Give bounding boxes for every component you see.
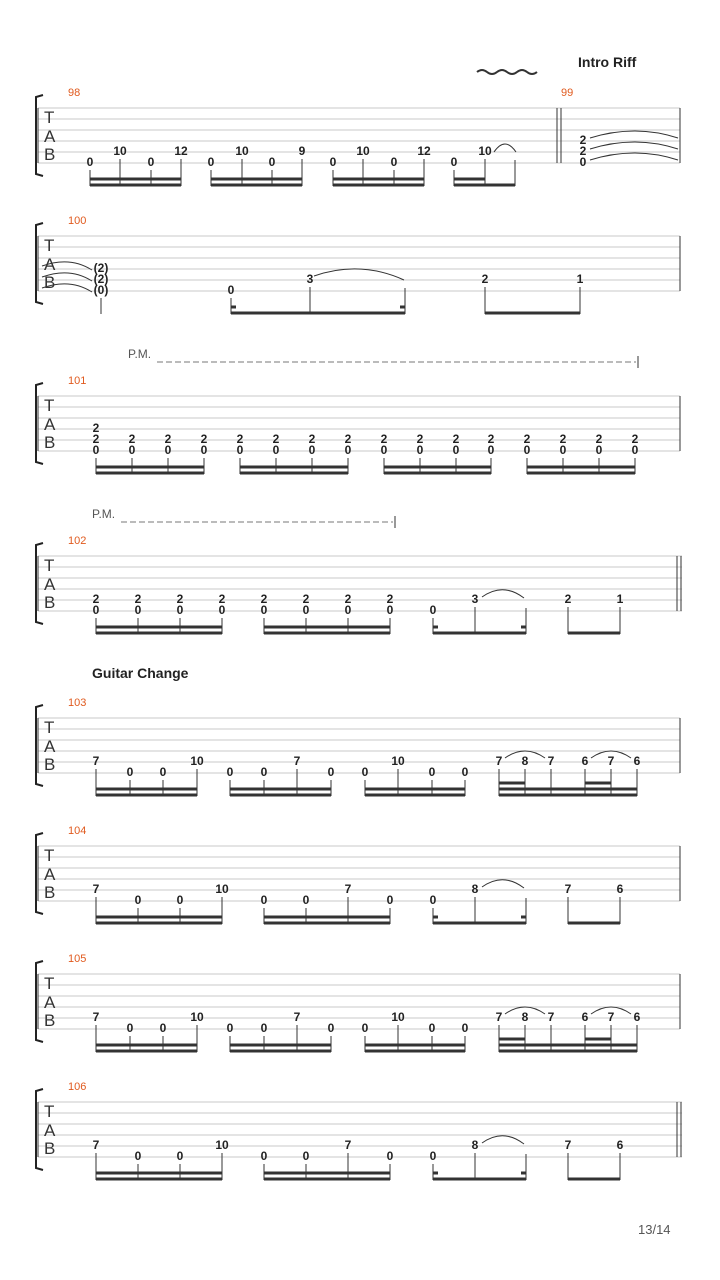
fret-number: 0 [134, 893, 142, 907]
fret-number: 0 [429, 603, 437, 617]
fret-number: 7 [92, 1010, 100, 1024]
fret-number: 6 [616, 882, 624, 896]
fret-number: 7 [92, 754, 100, 768]
fret-number: 0 [428, 1021, 436, 1035]
fret-number: 0 [461, 765, 469, 779]
fret-numbers [93, 754, 641, 779]
system-4 [36, 507, 682, 634]
fret-number: 0 [200, 443, 208, 457]
fret-number: 7 [547, 1010, 555, 1024]
fret-number: 0 [92, 603, 100, 617]
fret-number: 7 [344, 882, 352, 896]
fret-number: (0) [93, 283, 109, 297]
fret-number: 2 [564, 592, 572, 606]
fret-number: 0 [523, 443, 531, 457]
system-brace [36, 1089, 43, 1170]
fret-number: 2 [344, 432, 352, 446]
fret-number: 7 [92, 882, 100, 896]
fret-number: 0 [176, 893, 184, 907]
fret-number: 2 [595, 432, 603, 446]
fret-number: 8 [521, 1010, 529, 1024]
fret-number: 2 [164, 432, 172, 446]
page-number: 13/14 [638, 1222, 671, 1237]
fret-number: 7 [495, 1010, 503, 1024]
fret-number: 0 [344, 603, 352, 617]
tab-letter-b: B [44, 1139, 56, 1158]
tab-letter-t: T [44, 718, 55, 737]
system-brace [36, 705, 43, 786]
fret-number: 0 [452, 443, 460, 457]
fret-number: 0 [380, 443, 388, 457]
fret-number: 2 [452, 432, 460, 446]
rhythm-stems [96, 458, 635, 474]
fret-number: 8 [471, 1138, 479, 1152]
fret-number: 2 [272, 432, 280, 446]
fret-number: 0 [159, 1021, 167, 1035]
tab-letter-a: A [44, 1121, 56, 1140]
palm-mute-label: P.M. [92, 507, 116, 521]
fret-number: 0 [260, 1021, 268, 1035]
measure-number: 99 [561, 87, 574, 99]
fret-number: 2 [260, 592, 268, 606]
fret-number: 2 [128, 432, 136, 446]
fret-number: 2 [416, 432, 424, 446]
fret-number: 0 [595, 443, 603, 457]
fret-number: 0 [327, 1021, 335, 1035]
tab-letter-b: B [44, 755, 56, 774]
fret-number: (2) [93, 261, 109, 275]
fret-numbers [93, 1010, 641, 1035]
fret-number: 0 [207, 155, 215, 169]
system-brace [36, 383, 43, 464]
fret-number: 0 [428, 765, 436, 779]
fret-number: 10 [391, 754, 405, 768]
measure-number: 100 [68, 215, 87, 227]
fret-number: 0 [429, 1149, 437, 1163]
fret-number: 2 [523, 432, 531, 446]
fret-number: 9 [298, 144, 306, 158]
fret-number: 0 [92, 443, 100, 457]
fret-number: 0 [386, 1149, 394, 1163]
measure-number: 103 [68, 697, 87, 709]
fret-number: 2 [631, 432, 639, 446]
fret-number: 2 [380, 432, 388, 446]
fret-number: 0 [344, 443, 352, 457]
tab-letter-a: A [44, 127, 56, 146]
tab-letter-a: A [44, 993, 56, 1012]
fret-number: 10 [356, 144, 370, 158]
fret-number: 8 [521, 754, 529, 768]
fret-number: 0 [134, 603, 142, 617]
fret-number: 0 [487, 443, 495, 457]
fret-number: 0 [218, 603, 226, 617]
fret-number: 0 [226, 765, 234, 779]
fret-number: 0 [260, 603, 268, 617]
fret-number: 7 [293, 754, 301, 768]
system-1 [36, 54, 680, 186]
ties [482, 880, 524, 888]
fret-number: 1 [616, 592, 624, 606]
fret-number: 10 [190, 754, 204, 768]
tab-letter-b: B [44, 593, 56, 612]
fret-number: 0 [236, 443, 244, 457]
tab-letter-t: T [44, 974, 55, 993]
fret-number: 10 [113, 144, 127, 158]
fret-number: 10 [190, 1010, 204, 1024]
fret-number: 0 [361, 765, 369, 779]
section-label-intro-riff: Intro Riff [578, 54, 637, 70]
fret-number: 0 [302, 1149, 310, 1163]
system-6 [36, 825, 680, 924]
fret-number: 0 [390, 155, 398, 169]
fret-number: 6 [633, 754, 641, 768]
fret-number: 1 [576, 272, 584, 286]
measure-number: 101 [68, 375, 87, 387]
measure-number: 98 [68, 87, 81, 99]
fret-number: 10 [478, 144, 492, 158]
fret-number: 7 [92, 1138, 100, 1152]
fret-number: 6 [581, 754, 589, 768]
tab-letter-a: A [44, 865, 56, 884]
fret-number: 2 [134, 592, 142, 606]
fret-number: 7 [495, 754, 503, 768]
ties [482, 590, 524, 598]
fret-numbers [93, 592, 624, 617]
fret-number: 2 [176, 592, 184, 606]
fret-number: 6 [616, 1138, 624, 1152]
tab-letter-t: T [44, 236, 55, 255]
fret-number: 0 [386, 893, 394, 907]
tab-letter-t: T [44, 556, 55, 575]
fret-number: 7 [607, 754, 615, 768]
fret-number: 0 [176, 1149, 184, 1163]
fret-number: 0 [461, 1021, 469, 1035]
fret-number: 10 [391, 1010, 405, 1024]
fret-number: 0 [159, 765, 167, 779]
fret-number: 0 [361, 1021, 369, 1035]
fret-number: 0 [226, 1021, 234, 1035]
tab-letter-b: B [44, 1011, 56, 1030]
tab-letter-a: A [44, 737, 56, 756]
tab-letter-b: B [44, 433, 56, 452]
fret-number: 0 [126, 765, 134, 779]
fret-number: 2 [344, 592, 352, 606]
fret-number: 10 [215, 882, 229, 896]
system-5 [36, 665, 680, 796]
fret-number: 0 [559, 443, 567, 457]
fret-number: 0 [260, 893, 268, 907]
tab-letter-a: A [44, 415, 56, 434]
tab-letter-a: A [44, 255, 56, 274]
fret-number: (2) [93, 272, 109, 286]
fret-number: 2 [200, 432, 208, 446]
tab-letter-t: T [44, 1102, 55, 1121]
ties [482, 1136, 524, 1144]
system-brace [36, 223, 43, 304]
measure-number: 104 [68, 825, 87, 837]
fret-number: 0 [450, 155, 458, 169]
fret-number: 10 [215, 1138, 229, 1152]
tab-letter-t: T [44, 108, 55, 127]
staff-lines [38, 236, 680, 291]
fret-number: 7 [607, 1010, 615, 1024]
fret-number: 8 [471, 882, 479, 896]
fret-numbers [93, 1138, 624, 1163]
section-label-guitar-change: Guitar Change [92, 665, 189, 681]
fret-number: 12 [417, 144, 431, 158]
fret-number: 7 [547, 754, 555, 768]
fret-numbers [93, 882, 624, 907]
measure-number: 105 [68, 953, 87, 965]
fret-number: 0 [128, 443, 136, 457]
system-brace [36, 961, 43, 1042]
fret-number: 2 [92, 592, 100, 606]
fret-number: 3 [471, 592, 479, 606]
fret-number: 0 [147, 155, 155, 169]
fret-number: 0 [86, 155, 94, 169]
fret-number: 2 [92, 421, 100, 435]
fret-number: 2 [579, 133, 587, 147]
system-7 [36, 953, 680, 1052]
fret-number: 0 [327, 765, 335, 779]
fret-number: 0 [126, 1021, 134, 1035]
fret-number: 0 [386, 603, 394, 617]
fret-number: 0 [302, 603, 310, 617]
vibrato-mark [477, 70, 537, 74]
fret-number: 0 [416, 443, 424, 457]
fret-number: 7 [293, 1010, 301, 1024]
tab-letter-b: B [44, 145, 56, 164]
system-3 [36, 347, 680, 474]
system-8 [36, 1081, 682, 1180]
measure-number: 102 [68, 535, 87, 547]
tab-letter-t: T [44, 846, 55, 865]
fret-number: 0 [260, 765, 268, 779]
fret-number: 2 [218, 592, 226, 606]
fret-number: 2 [481, 272, 489, 286]
system-brace [36, 95, 43, 176]
fret-number: 2 [92, 432, 100, 446]
fret-number: 2 [487, 432, 495, 446]
fret-number: 2 [579, 144, 587, 158]
fret-number: 0 [329, 155, 337, 169]
fret-number: 6 [633, 1010, 641, 1024]
fret-numbers [93, 421, 639, 457]
fret-number: 12 [174, 144, 188, 158]
fret-number: 3 [306, 272, 314, 286]
fret-number: 10 [235, 144, 249, 158]
fret-number: 2 [308, 432, 316, 446]
fret-numbers [94, 261, 584, 297]
tab-letter-b: B [44, 273, 56, 292]
fret-number: 2 [559, 432, 567, 446]
fret-number: 0 [272, 443, 280, 457]
system-2 [36, 215, 680, 314]
fret-number: 0 [268, 155, 276, 169]
tab-letter-b: B [44, 883, 56, 902]
fret-number: 0 [302, 893, 310, 907]
fret-number: 0 [579, 155, 587, 169]
fret-number: 2 [236, 432, 244, 446]
fret-number: 0 [429, 893, 437, 907]
system-brace [36, 543, 43, 624]
fret-number: 0 [260, 1149, 268, 1163]
fret-number: 7 [344, 1138, 352, 1152]
fret-number: 0 [134, 1149, 142, 1163]
fret-number: 2 [302, 592, 310, 606]
fret-number: 6 [581, 1010, 589, 1024]
fret-number: 7 [564, 882, 572, 896]
fret-number: 7 [564, 1138, 572, 1152]
fret-number: 0 [308, 443, 316, 457]
fret-number: 0 [164, 443, 172, 457]
tab-letter-a: A [44, 575, 56, 594]
palm-mute-label: P.M. [128, 347, 152, 361]
measure-number: 106 [68, 1081, 87, 1093]
fret-number: 0 [176, 603, 184, 617]
system-brace [36, 833, 43, 914]
fret-number: 2 [386, 592, 394, 606]
fret-number: 0 [227, 283, 235, 297]
fret-numbers [87, 133, 587, 169]
fret-number: 0 [631, 443, 639, 457]
tab-letter-t: T [44, 396, 55, 415]
